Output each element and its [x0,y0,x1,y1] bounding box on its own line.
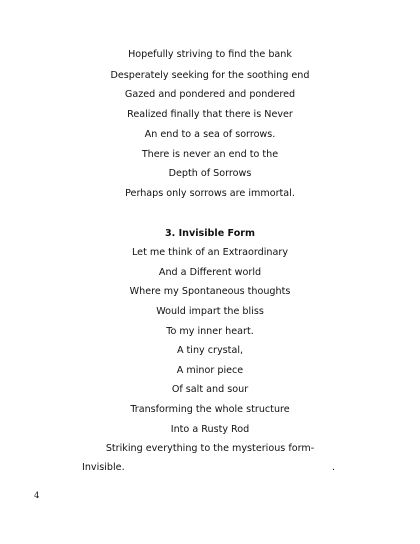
poem-line: A minor piece [176,365,244,376]
poem-line: Depth of Sorrows [168,168,252,179]
poem-line: Perhaps only sorrows are immortal. [125,188,295,199]
poem-line: Hopefully striving to find the bank [128,49,292,60]
trailing-period: . [332,462,336,473]
poem-line: Let me think of an Extraordinary [132,247,288,258]
poem-line: Into a Rusty Rod [170,424,250,435]
page-number: 4 [34,491,40,501]
section-heading: 3. Invisible Form [164,228,256,239]
poem-line: An end to a sea of sorrows. [144,129,276,140]
poem-line: A tiny crystal, [176,345,244,356]
poem-line: Where my Spontaneous thoughts [129,286,291,297]
poem-final-word: Invisible. [82,462,125,473]
poem-line: Of salt and sour [171,384,249,395]
poem-line: There is never an end to the [141,149,279,160]
poem-line: Desperately seeking for the soothing end [110,70,310,81]
poem-line: Gazed and pondered and pondered [124,89,296,100]
poem-line: Striking everything to the mysterious form- [105,443,315,454]
poem-line: And a Different world [158,267,262,278]
poem-line: Would impart the bliss [156,306,264,317]
poem-line: To my inner heart. [166,326,254,337]
poem-line: Transforming the whole structure [130,404,290,415]
poem-line: Realized finally that there is Never [127,109,293,120]
